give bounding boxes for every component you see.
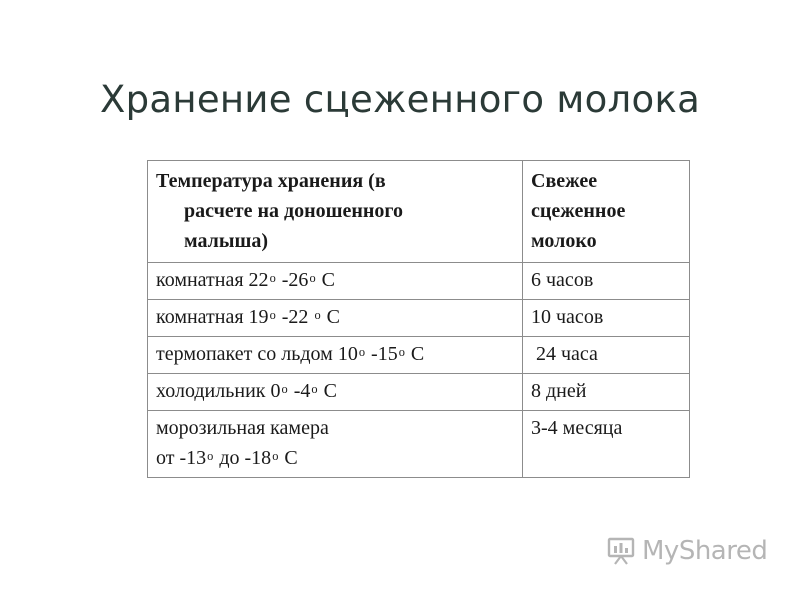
row-condition: [148, 300, 523, 337]
header-fresh-line-1: Свежее: [531, 170, 598, 192]
condition-text: комнатная 22: [156, 269, 269, 291]
row-storage-time: 10 часов: [523, 300, 690, 337]
degree-mark: о: [272, 448, 279, 463]
header-temp-line-1: Температура хранения (в: [156, 170, 386, 192]
condition-range: -4: [288, 380, 311, 402]
row-condition: [148, 374, 523, 411]
row-storage-time: 6 часов: [523, 263, 690, 300]
table-header-row: [148, 161, 690, 263]
presentation-board-icon: [606, 536, 636, 566]
condition-range: -22: [276, 306, 314, 328]
condition-range: от -13: [156, 447, 207, 469]
condition-range: до -18: [214, 447, 272, 469]
degree-mark: о: [269, 307, 276, 322]
row-storage-time: 24 часа: [523, 337, 690, 374]
degree-mark: о: [311, 381, 318, 396]
degree-mark: о: [269, 270, 276, 285]
header-temp-line-3: малыша): [184, 230, 269, 252]
degree-mark: о: [314, 307, 321, 322]
table-row: [148, 337, 690, 374]
row-condition: [148, 411, 523, 478]
condition-range: -15: [366, 343, 398, 365]
condition-text: термопакет со льдом 10: [156, 343, 358, 365]
condition-text: холодильник 0: [156, 380, 281, 402]
storage-table: [147, 160, 690, 478]
degree-mark: о: [281, 381, 288, 396]
condition-range: -26: [276, 269, 309, 291]
header-temp-line-2: расчете на доношенного: [184, 200, 404, 222]
degree-mark: о: [358, 344, 366, 359]
degree-mark: о: [398, 344, 405, 359]
header-fresh-milk: [523, 161, 690, 263]
temperature-unit: С: [318, 380, 337, 402]
row-storage-time: 8 дней: [523, 374, 690, 411]
table-row: [148, 263, 690, 300]
header-fresh-line-3: молоко: [531, 230, 597, 252]
watermark-logo: [606, 536, 767, 566]
watermark-text: MyShared: [642, 536, 768, 566]
degree-mark: о: [309, 270, 316, 285]
table-row: [148, 374, 690, 411]
condition-text: морозильная камера: [156, 417, 329, 439]
temperature-unit: С: [279, 447, 298, 469]
page-title: Хранение сцеженного молока: [99, 78, 701, 121]
table-row: [148, 411, 690, 478]
header-storage-temperature: [148, 161, 523, 263]
row-storage-time: 3-4 месяца: [523, 411, 690, 478]
temperature-unit: С: [316, 269, 335, 291]
degree-mark: о: [207, 448, 214, 463]
temperature-unit: С: [405, 343, 425, 365]
temperature-unit: С: [321, 306, 340, 328]
row-condition: [148, 337, 523, 374]
condition-text: комнатная 19: [156, 306, 269, 328]
header-fresh-line-2: сцеженное: [531, 200, 626, 222]
table-row: [148, 300, 690, 337]
row-condition: [148, 263, 523, 300]
